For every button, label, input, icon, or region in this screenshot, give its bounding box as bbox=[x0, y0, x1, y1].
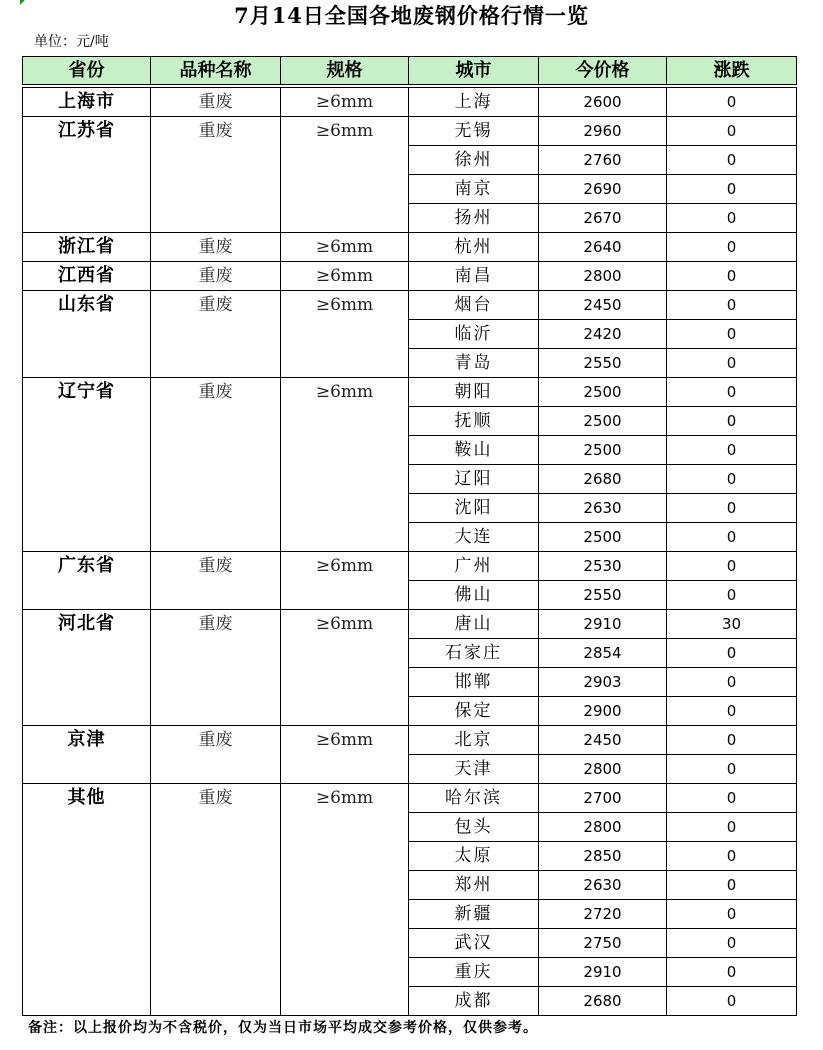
city-cell: 邯郸 bbox=[409, 668, 539, 697]
city-cell: 重庆 bbox=[409, 958, 539, 987]
price-cell: 2700 bbox=[539, 784, 667, 813]
change-cell: 0 bbox=[667, 204, 797, 233]
price-cell: 2550 bbox=[539, 581, 667, 610]
change-cell: 0 bbox=[667, 494, 797, 523]
city-cell: 辽阳 bbox=[409, 465, 539, 494]
change-cell: 0 bbox=[667, 146, 797, 175]
change-cell: 0 bbox=[667, 726, 797, 755]
price-cell: 2910 bbox=[539, 958, 667, 987]
header-city: 城市 bbox=[409, 57, 539, 85]
city-cell: 抚顺 bbox=[409, 407, 539, 436]
change-cell: 0 bbox=[667, 639, 797, 668]
change-cell: 0 bbox=[667, 581, 797, 610]
change-cell: 0 bbox=[667, 436, 797, 465]
price-cell: 2630 bbox=[539, 871, 667, 900]
price-cell: 2854 bbox=[539, 639, 667, 668]
price-cell: 2690 bbox=[539, 175, 667, 204]
city-cell: 太原 bbox=[409, 842, 539, 871]
province-cell: 广东省 bbox=[23, 552, 151, 610]
city-cell: 郑州 bbox=[409, 871, 539, 900]
price-cell: 2500 bbox=[539, 407, 667, 436]
price-cell: 2800 bbox=[539, 262, 667, 291]
change-cell: 0 bbox=[667, 813, 797, 842]
table-body bbox=[23, 88, 797, 1016]
price-cell: 2960 bbox=[539, 117, 667, 146]
category-cell: 重废 bbox=[151, 117, 281, 233]
change-cell: 0 bbox=[667, 378, 797, 407]
change-cell: 0 bbox=[667, 668, 797, 697]
city-cell: 广州 bbox=[409, 552, 539, 581]
header-province: 省份 bbox=[23, 57, 151, 85]
table-row bbox=[23, 378, 797, 407]
city-cell: 朝阳 bbox=[409, 378, 539, 407]
change-cell: 0 bbox=[667, 900, 797, 929]
price-cell: 2910 bbox=[539, 610, 667, 639]
table-row bbox=[23, 784, 797, 813]
price-cell: 2800 bbox=[539, 813, 667, 842]
price-table bbox=[22, 56, 797, 1016]
spec-cell: ≥6mm bbox=[281, 610, 409, 726]
change-cell: 0 bbox=[667, 842, 797, 871]
spec-cell: ≥6mm bbox=[281, 262, 409, 291]
change-cell: 0 bbox=[667, 465, 797, 494]
price-cell: 2680 bbox=[539, 987, 667, 1016]
city-cell: 扬州 bbox=[409, 204, 539, 233]
table-row bbox=[23, 291, 797, 320]
spec-cell: ≥6mm bbox=[281, 291, 409, 378]
city-cell: 新疆 bbox=[409, 900, 539, 929]
city-cell: 石家庄 bbox=[409, 639, 539, 668]
price-cell: 2450 bbox=[539, 726, 667, 755]
spec-cell: ≥6mm bbox=[281, 233, 409, 262]
table-row bbox=[23, 88, 797, 117]
price-cell: 2630 bbox=[539, 494, 667, 523]
category-cell: 重废 bbox=[151, 610, 281, 726]
city-cell: 上海 bbox=[409, 88, 539, 117]
province-cell: 浙江省 bbox=[23, 233, 151, 262]
price-cell: 2640 bbox=[539, 233, 667, 262]
city-cell: 烟台 bbox=[409, 291, 539, 320]
change-cell: 30 bbox=[667, 610, 797, 639]
category-cell: 重废 bbox=[151, 233, 281, 262]
change-cell: 0 bbox=[667, 349, 797, 378]
category-cell: 重废 bbox=[151, 552, 281, 610]
change-cell: 0 bbox=[667, 88, 797, 117]
city-cell: 成都 bbox=[409, 987, 539, 1016]
price-cell: 2600 bbox=[539, 88, 667, 117]
city-cell: 唐山 bbox=[409, 610, 539, 639]
change-cell: 0 bbox=[667, 175, 797, 204]
change-cell: 0 bbox=[667, 552, 797, 581]
city-cell: 徐州 bbox=[409, 146, 539, 175]
city-cell: 佛山 bbox=[409, 581, 539, 610]
province-cell: 上海市 bbox=[23, 88, 151, 117]
city-cell: 鞍山 bbox=[409, 436, 539, 465]
table-row bbox=[23, 552, 797, 581]
category-cell: 重废 bbox=[151, 262, 281, 291]
province-cell: 河北省 bbox=[23, 610, 151, 726]
price-cell: 2750 bbox=[539, 929, 667, 958]
change-cell: 0 bbox=[667, 697, 797, 726]
province-cell: 江苏省 bbox=[23, 117, 151, 233]
table-row bbox=[23, 262, 797, 291]
spec-cell: ≥6mm bbox=[281, 784, 409, 1016]
table-row bbox=[23, 233, 797, 262]
page-title: 7月14日全国各地废钢价格行情一览 bbox=[234, 3, 589, 28]
city-cell: 包头 bbox=[409, 813, 539, 842]
change-cell: 0 bbox=[667, 117, 797, 146]
price-cell: 2420 bbox=[539, 320, 667, 349]
spec-cell: ≥6mm bbox=[281, 552, 409, 610]
city-cell: 哈尔滨 bbox=[409, 784, 539, 813]
change-cell: 0 bbox=[667, 929, 797, 958]
table-row bbox=[23, 610, 797, 639]
change-cell: 0 bbox=[667, 755, 797, 784]
price-cell: 2760 bbox=[539, 146, 667, 175]
city-cell: 保定 bbox=[409, 697, 539, 726]
province-cell: 京津 bbox=[23, 726, 151, 784]
change-cell: 0 bbox=[667, 784, 797, 813]
category-cell: 重废 bbox=[151, 784, 281, 1016]
change-cell: 0 bbox=[667, 233, 797, 262]
price-cell: 2903 bbox=[539, 668, 667, 697]
price-cell: 2800 bbox=[539, 755, 667, 784]
change-cell: 0 bbox=[667, 407, 797, 436]
header-category: 品种名称 bbox=[151, 57, 281, 85]
price-cell: 2670 bbox=[539, 204, 667, 233]
change-cell: 0 bbox=[667, 958, 797, 987]
price-cell: 2850 bbox=[539, 842, 667, 871]
header-price: 今价格 bbox=[539, 57, 667, 85]
spec-cell: ≥6mm bbox=[281, 88, 409, 117]
spec-cell: ≥6mm bbox=[281, 117, 409, 233]
city-cell: 武汉 bbox=[409, 929, 539, 958]
change-cell: 0 bbox=[667, 523, 797, 552]
table-header-row bbox=[23, 57, 797, 85]
price-cell: 2500 bbox=[539, 436, 667, 465]
header-change: 涨跌 bbox=[667, 57, 797, 85]
change-cell: 0 bbox=[667, 987, 797, 1016]
category-cell: 重废 bbox=[151, 726, 281, 784]
price-cell: 2720 bbox=[539, 900, 667, 929]
price-cell: 2680 bbox=[539, 465, 667, 494]
price-cell: 2500 bbox=[539, 378, 667, 407]
province-cell: 其他 bbox=[23, 784, 151, 1016]
city-cell: 临沂 bbox=[409, 320, 539, 349]
category-cell: 重废 bbox=[151, 88, 281, 117]
province-cell: 辽宁省 bbox=[23, 378, 151, 552]
city-cell: 沈阳 bbox=[409, 494, 539, 523]
province-cell: 山东省 bbox=[23, 291, 151, 378]
change-cell: 0 bbox=[667, 871, 797, 900]
price-cell: 2500 bbox=[539, 523, 667, 552]
city-cell: 杭州 bbox=[409, 233, 539, 262]
unit-label: 单位：元/吨 bbox=[34, 34, 109, 50]
category-cell: 重废 bbox=[151, 378, 281, 552]
city-cell: 天津 bbox=[409, 755, 539, 784]
footnote: 备注：以上报价均为不含税价，仅为当日市场平均成交参考价格，仅供参考。 bbox=[28, 1020, 538, 1036]
price-cell: 2530 bbox=[539, 552, 667, 581]
spec-cell: ≥6mm bbox=[281, 726, 409, 784]
city-cell: 青岛 bbox=[409, 349, 539, 378]
city-cell: 大连 bbox=[409, 523, 539, 552]
change-cell: 0 bbox=[667, 320, 797, 349]
city-cell: 无锡 bbox=[409, 117, 539, 146]
city-cell: 南昌 bbox=[409, 262, 539, 291]
change-cell: 0 bbox=[667, 262, 797, 291]
table-row bbox=[23, 726, 797, 755]
province-cell: 江西省 bbox=[23, 262, 151, 291]
category-cell: 重废 bbox=[151, 291, 281, 378]
price-cell: 2550 bbox=[539, 349, 667, 378]
price-cell: 2450 bbox=[539, 291, 667, 320]
city-cell: 南京 bbox=[409, 175, 539, 204]
change-cell: 0 bbox=[667, 291, 797, 320]
spec-cell: ≥6mm bbox=[281, 378, 409, 552]
header-spec: 规格 bbox=[281, 57, 409, 85]
city-cell: 北京 bbox=[409, 726, 539, 755]
price-cell: 2900 bbox=[539, 697, 667, 726]
table-row bbox=[23, 117, 797, 146]
